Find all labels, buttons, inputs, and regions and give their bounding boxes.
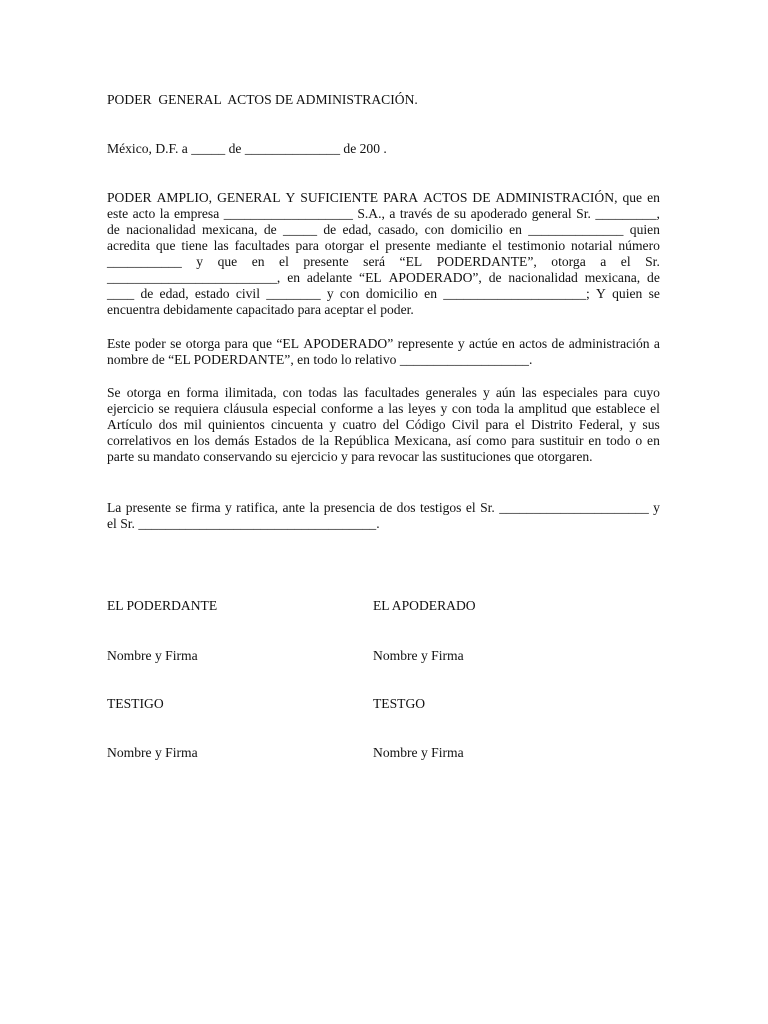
word: demás — [214, 433, 250, 448]
word: para — [603, 385, 628, 400]
paragraph-line — [107, 433, 660, 449]
word: así — [456, 433, 472, 448]
paragraph-line — [107, 222, 660, 238]
word: edad, — [342, 222, 372, 237]
paragraph-line — [107, 336, 660, 352]
word: ADMINISTRACIÓN, — [495, 190, 618, 205]
word: ilimitada, — [224, 385, 277, 400]
word: la — [319, 433, 330, 448]
word: _____ — [283, 222, 317, 237]
word: aún — [495, 385, 516, 400]
word: a — [653, 336, 660, 351]
word: en — [424, 286, 438, 301]
word: ______________________ — [499, 500, 649, 515]
word: quien — [612, 286, 643, 301]
paragraph-line — [107, 286, 660, 302]
word: de — [551, 336, 565, 351]
word: _____________________; — [443, 286, 590, 301]
word: otorga — [551, 254, 586, 269]
word: notarial — [571, 238, 613, 253]
word: como — [476, 433, 507, 448]
word: mexicana, — [584, 270, 641, 285]
word: sus — [642, 417, 660, 432]
word: domicilio — [450, 222, 503, 237]
word: sustituir — [539, 433, 584, 448]
word: en — [588, 433, 602, 448]
word: y — [457, 336, 465, 351]
word: en — [509, 222, 522, 237]
signature-name-line: Nombre y Firma — [107, 648, 198, 663]
word: o — [635, 433, 643, 448]
word: nacionalidad — [126, 222, 196, 237]
word: otorga — [185, 336, 221, 351]
word: testimonio — [507, 238, 566, 253]
word: en — [251, 254, 265, 269]
word: el — [620, 254, 631, 269]
word: actúe — [469, 336, 498, 351]
word: el — [465, 500, 476, 515]
word: casado, — [377, 222, 419, 237]
word: estado — [194, 286, 230, 301]
word: que — [622, 190, 643, 205]
word: la — [309, 500, 320, 515]
word: amplitud — [518, 401, 567, 416]
word: testigos — [419, 500, 462, 515]
word: ejercicio — [107, 401, 154, 416]
word: con — [424, 222, 445, 237]
word: Federal, — [578, 417, 624, 432]
word: Civil — [451, 417, 480, 432]
word: facultades — [364, 385, 420, 400]
word: SUFICIENTE — [300, 190, 379, 205]
word: y — [629, 417, 637, 432]
word: de — [323, 222, 337, 237]
word: AMPLIO, — [156, 190, 213, 205]
word: presente — [125, 500, 172, 515]
word: “EL — [276, 336, 300, 351]
word: que — [155, 238, 176, 253]
word: facultades — [234, 238, 290, 253]
paragraph-line — [107, 417, 660, 433]
word: actos — [519, 336, 548, 351]
word: se — [158, 401, 170, 416]
word: y — [329, 417, 337, 432]
word: ante — [282, 500, 306, 515]
word: a — [389, 206, 396, 221]
signature-name-line: Nombre y Firma — [373, 648, 464, 663]
word: presencia — [323, 500, 376, 515]
word: S.A., — [357, 206, 385, 221]
document-title: PODER GENERAL ACTOS DE ADMINISTRACIÓN. — [107, 92, 418, 107]
word: través — [399, 206, 433, 221]
word: Se — [107, 385, 121, 400]
word: de — [301, 433, 315, 448]
word: Sr. — [645, 254, 660, 269]
word: La — [107, 500, 122, 515]
word: edad, — [159, 286, 189, 301]
word: las — [388, 401, 404, 416]
word: represente — [397, 336, 454, 351]
word: se — [175, 500, 187, 515]
word: presente — [303, 254, 349, 269]
word: de — [107, 222, 120, 237]
word: el — [515, 417, 525, 432]
word: acto — [132, 206, 156, 221]
paragraph-line — [107, 238, 660, 254]
paragraph-line: parte su mandato conservando su ejercicio y para revocar las sustituciones que otorgaren. — [107, 449, 593, 464]
word: y — [224, 500, 232, 515]
word: de — [647, 270, 660, 285]
word: en — [647, 190, 660, 205]
word: acredita — [107, 238, 151, 253]
word: adelante — [306, 270, 353, 285]
word: y — [440, 401, 448, 416]
word: el — [279, 254, 289, 269]
word: tiene — [181, 238, 208, 253]
word: con — [339, 286, 360, 301]
paragraph-line — [107, 254, 660, 270]
word: de — [488, 270, 502, 285]
word: en — [647, 433, 660, 448]
word: será — [363, 254, 386, 269]
word: Y — [596, 286, 606, 301]
word: toda — [476, 401, 500, 416]
word: cuyo — [633, 385, 660, 400]
word: firma — [191, 500, 221, 515]
word: para — [511, 433, 535, 448]
word: de — [379, 500, 393, 515]
word: civil — [235, 286, 260, 301]
word: número — [618, 238, 660, 253]
word: la — [159, 206, 170, 221]
word: “EL — [359, 270, 382, 285]
word: _________________________, — [107, 270, 281, 285]
word: Y — [285, 190, 296, 205]
word: Artículo — [107, 417, 153, 432]
word: con — [451, 401, 472, 416]
word: forma — [186, 385, 219, 400]
word: quinientos — [208, 417, 265, 432]
word: el — [650, 401, 660, 416]
word: correlativos — [107, 433, 172, 448]
word: del — [382, 417, 400, 432]
word: especial — [272, 401, 317, 416]
date-line: México, D.F. a _____ de ______________ de 200 . — [107, 141, 387, 156]
word: en — [502, 336, 515, 351]
word: y — [482, 385, 490, 400]
word: nacionalidad — [508, 270, 578, 285]
word: Estados — [254, 433, 297, 448]
word: dos — [158, 417, 178, 432]
word: las — [521, 385, 537, 400]
word: las — [343, 385, 359, 400]
word: cuatro — [342, 417, 377, 432]
word: con — [282, 385, 303, 400]
word: y — [196, 254, 204, 269]
word: dos — [396, 500, 416, 515]
word: DE — [472, 190, 491, 205]
word: que — [252, 336, 273, 351]
word: para — [485, 417, 509, 432]
signature-role-testigo: TESTIGO — [107, 696, 164, 711]
signature-role-poderdante: EL PODERDANTE — [107, 598, 218, 613]
word: los — [193, 433, 210, 448]
word: de — [263, 222, 277, 237]
word: y — [653, 500, 660, 515]
word: el — [369, 238, 380, 253]
word: establece — [595, 401, 646, 416]
word: que — [571, 401, 592, 416]
paragraph-line: nombre de “EL PODERDANTE”, en todo lo relativo ___________________. — [107, 352, 533, 367]
paragraph-line — [107, 190, 660, 206]
word: mediante — [436, 238, 487, 253]
word: todas — [308, 385, 338, 400]
word: Código — [405, 417, 446, 432]
word: su — [454, 206, 467, 221]
word: requiera — [174, 401, 219, 416]
word: leyes — [407, 401, 436, 416]
word: Mexicana, — [394, 433, 452, 448]
word: las — [213, 238, 229, 253]
word: que — [217, 254, 238, 269]
word: generales — [425, 385, 477, 400]
word: en — [167, 385, 181, 400]
paragraph-line — [107, 500, 660, 516]
word: Este — [107, 336, 131, 351]
word: de — [140, 286, 154, 301]
word: y — [326, 286, 334, 301]
word: _________, — [595, 206, 660, 221]
word: general — [531, 206, 572, 221]
paragraph-line — [107, 206, 660, 222]
word: Distrito — [531, 417, 573, 432]
word: a — [377, 401, 384, 416]
paragraph-line: encuentra debidamente capacitado para aceptar el poder. — [107, 302, 414, 317]
word: cláusula — [223, 401, 268, 416]
word: de — [436, 206, 450, 221]
word: mil — [183, 417, 202, 432]
word: PARA — [383, 190, 419, 205]
word: ___________ — [107, 254, 182, 269]
paragraph-line — [107, 401, 660, 417]
word: otorga — [126, 385, 162, 400]
word: APODERADO” — [303, 336, 394, 351]
word: en — [176, 433, 189, 448]
signature-name-line: Nombre y Firma — [373, 745, 464, 760]
word: ratifica, — [236, 500, 279, 515]
word: se — [170, 336, 182, 351]
word: ______________ — [528, 222, 624, 237]
word: para — [295, 238, 319, 253]
word: APODERADO”, — [388, 270, 482, 285]
word: República — [334, 433, 390, 448]
signature-role-apoderado: EL APODERADO — [373, 598, 476, 613]
word: domicilio — [365, 286, 418, 301]
word: especiales — [542, 385, 598, 400]
word: apoderado — [470, 206, 528, 221]
word: para — [224, 336, 249, 351]
word: ____ — [107, 286, 135, 301]
word: “EL — [399, 254, 423, 269]
signature-role-testigo: TESTGO — [373, 696, 426, 711]
word: cincuenta — [271, 417, 324, 432]
word: otorgar — [324, 238, 364, 253]
word: en — [287, 270, 301, 285]
signature-name-line: Nombre y Firma — [107, 745, 198, 760]
word: mexicana, — [201, 222, 258, 237]
word: ACTOS — [423, 190, 468, 205]
word: se — [648, 286, 660, 301]
word: a — [600, 254, 607, 269]
word: Sr. — [576, 206, 591, 221]
word: presente — [385, 238, 431, 253]
word: quien — [629, 222, 660, 237]
word: Sr. — [480, 500, 495, 515]
word: conforme — [320, 401, 374, 416]
word: todo — [606, 433, 631, 448]
word: la — [504, 401, 514, 416]
paragraph-line — [107, 270, 660, 286]
word: PODERDANTE”, — [436, 254, 537, 269]
paragraph-line — [107, 385, 660, 401]
word: ___________________ — [223, 206, 353, 221]
paragraph-line: el Sr. ___________________________________. — [107, 516, 380, 531]
word: el — [492, 238, 502, 253]
word: GENERAL — [217, 190, 281, 205]
word: poder — [134, 336, 166, 351]
word: PODER — [107, 190, 152, 205]
word: administración — [568, 336, 650, 351]
word: este — [107, 206, 129, 221]
word: ________ — [266, 286, 321, 301]
word: empresa — [173, 206, 220, 221]
